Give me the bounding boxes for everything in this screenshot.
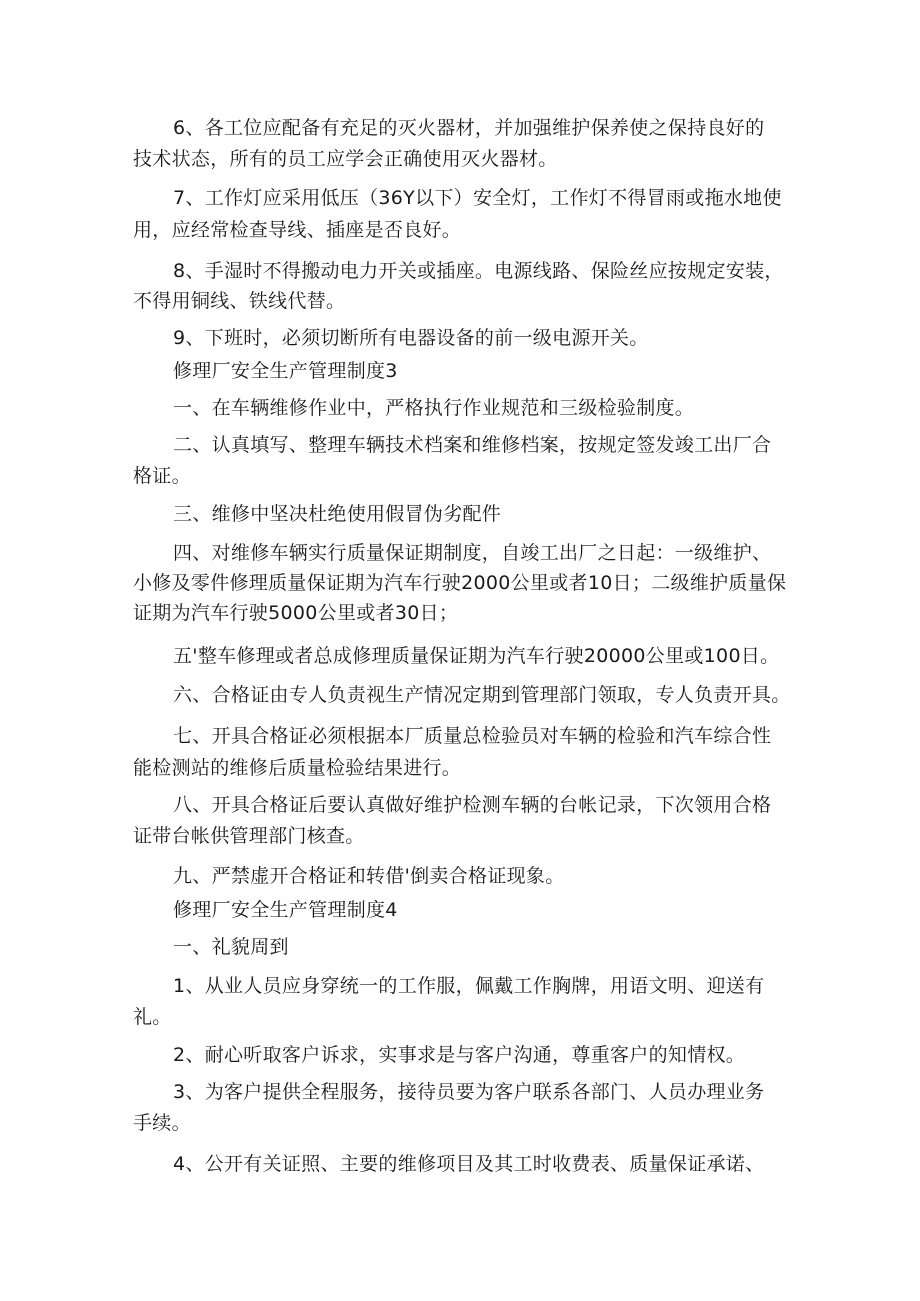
paragraph-line: 1、从业人员应身穿统一的工作服，佩戴工作胸牌，用语文明、迎送有 (173, 975, 765, 997)
paragraph-line: 八、开具合格证后要认真做好维护检测车辆的台帐记录，下次领用合格 (173, 794, 772, 816)
paragraph-line: 7、工作灯应采用低压（36Y以下）安全灯，工作灯不得冒雨或拖水地使 (173, 187, 782, 209)
paragraph-line: 小修及零件修理质量保证期为汽车行驶2000公里或者10日；二级维护质量保 (133, 572, 787, 594)
paragraph-line: 手续。 (133, 1112, 191, 1134)
paragraph-line: 五'整车修理或者总成修理质量保证期为汽车行驶20000公里或100日。 (173, 645, 780, 667)
paragraph-line: 格证。 (133, 465, 191, 487)
paragraph-line: 七、开具合格证必须根据本厂质量总检验员对车辆的检验和汽车综合性 (173, 725, 772, 747)
paragraph-line: 2、耐心听取客户诉求，实事求是与客户沟通，尊重客户的知情权。 (173, 1044, 746, 1066)
paragraph-line: 用，应经常检查导线、插座是否良好。 (133, 219, 462, 241)
paragraph-line: 二、认真填写、整理车辆技术档案和维修档案，按规定签发竣工出厂合 (173, 434, 772, 456)
paragraph-line: 证期为汽车行驶5000公里或者30日； (133, 602, 459, 624)
paragraph-line: 能检测站的维修后质量检验结果进行。 (133, 757, 462, 779)
paragraph-line: 一、在车辆维修作业中，严格执行作业规范和三级检验制度。 (173, 397, 695, 419)
paragraph-line: 一、礼貌周到 (173, 936, 289, 958)
paragraph-line: 九、严禁虚开合格证和转借'倒卖合格证现象。 (173, 865, 565, 887)
paragraph-line: 不得用铜线、铁线代替。 (133, 290, 346, 312)
paragraph-line: 四、对维修车辆实行质量保证期制度，自竣工出厂之日起：一级维护、 (173, 542, 772, 564)
paragraph-line: 证带台帐供管理部门核查。 (133, 825, 365, 847)
section-heading: 修理厂安全生产管理制度4 (173, 899, 398, 921)
paragraph-line: 3、为客户提供全程服务，接待员要为客户联系各部门、人员办理业务 (173, 1081, 765, 1103)
paragraph-line: 9、下班时，必须切断所有电器设备的前一级电源开关。 (173, 327, 649, 349)
paragraph-line: 4、公开有关证照、主要的维修项目及其工时收费表、质量保证承诺、 (173, 1153, 765, 1175)
paragraph-line: 六、合格证由专人负责视生产情况定期到管理部门领取，专人负责开具。 (173, 684, 791, 706)
paragraph-line: 三、维修中坚决杜绝使用假冒伪劣配件 (173, 503, 502, 525)
section-heading: 修理厂安全生产管理制度3 (173, 360, 398, 382)
paragraph-line: 6、各工位应配备有充足的灭火器材，并加强维护保养使之保持良好的 (173, 117, 765, 139)
paragraph-line: 技术状态，所有的员工应学会正确使用灭火器材。 (133, 148, 558, 170)
paragraph-line: 8、手湿时不得搬动电力开关或插座。电源线路、保险丝应按规定安装， (173, 260, 784, 282)
paragraph-line: 礼。 (133, 1006, 172, 1028)
